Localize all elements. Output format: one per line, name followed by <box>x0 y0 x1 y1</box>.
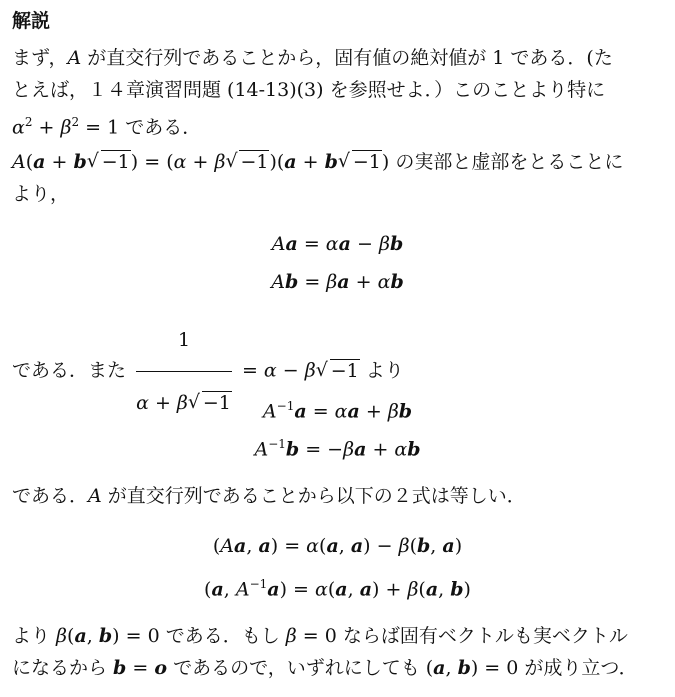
equation-1: Aa = αa − βb <box>271 233 404 255</box>
paragraph-1-line-3: $\alpha^2 + \beta^2 = 1$ である． <box>12 115 202 139</box>
paragraph-5-line-1: より β(a, b) = 0 である．もし β = 0 ならば固有ベクトルも実ベクトル <box>12 625 628 647</box>
paragraph-2-line-2: より， <box>12 183 70 205</box>
fraction-denominator: α + β√ −1 <box>136 372 232 431</box>
paragraph-1-line-2: とえば，１４章演習問題 (14-13)(3) を参照せよ．）このことより特に <box>12 79 606 101</box>
section-heading: 解説 <box>12 10 51 32</box>
paragraph-2-line-1: A(a + b√ −1) = (α + β√ −1)(a + b√ −1) の実部と虚部をとることに <box>12 146 623 178</box>
paragraph-5-line-2: になるから b = o であるので，いずれにしても (a, b) = 0 が成り立つ． <box>12 657 638 679</box>
paragraph-2-tail: の実部と虚部をとることに <box>395 151 624 173</box>
paragraph-1-line-1: まず，A が直交行列であることから，固有値の絶対値が 1 である．(た <box>12 47 613 69</box>
paragraph-3-tail: より <box>365 359 404 382</box>
paragraph-4: である．A が直交行列であることから以下の２式は等しい． <box>12 485 526 507</box>
equation-4: $A^{-1}b = -\beta a + \alpha b$ <box>254 437 421 461</box>
equation-2: Ab = βa + αb <box>271 271 404 293</box>
equation-3: $A^{-1}a = \alpha a + \beta b$ <box>262 399 413 423</box>
paragraph-3: である．また $\frac{1}{\alpha + \beta√ -1}$ = α − β√ −1 より <box>12 312 404 431</box>
equation-6: (a, $A^{-1}a) = \alpha(a$, a) + β(a, b) <box>204 577 471 601</box>
equation-5: (Aa, a) = α(a, a) − β(b, a) <box>212 535 463 557</box>
fraction-numerator: 1 <box>136 312 232 372</box>
paragraph-3-head: である．また <box>12 359 127 382</box>
